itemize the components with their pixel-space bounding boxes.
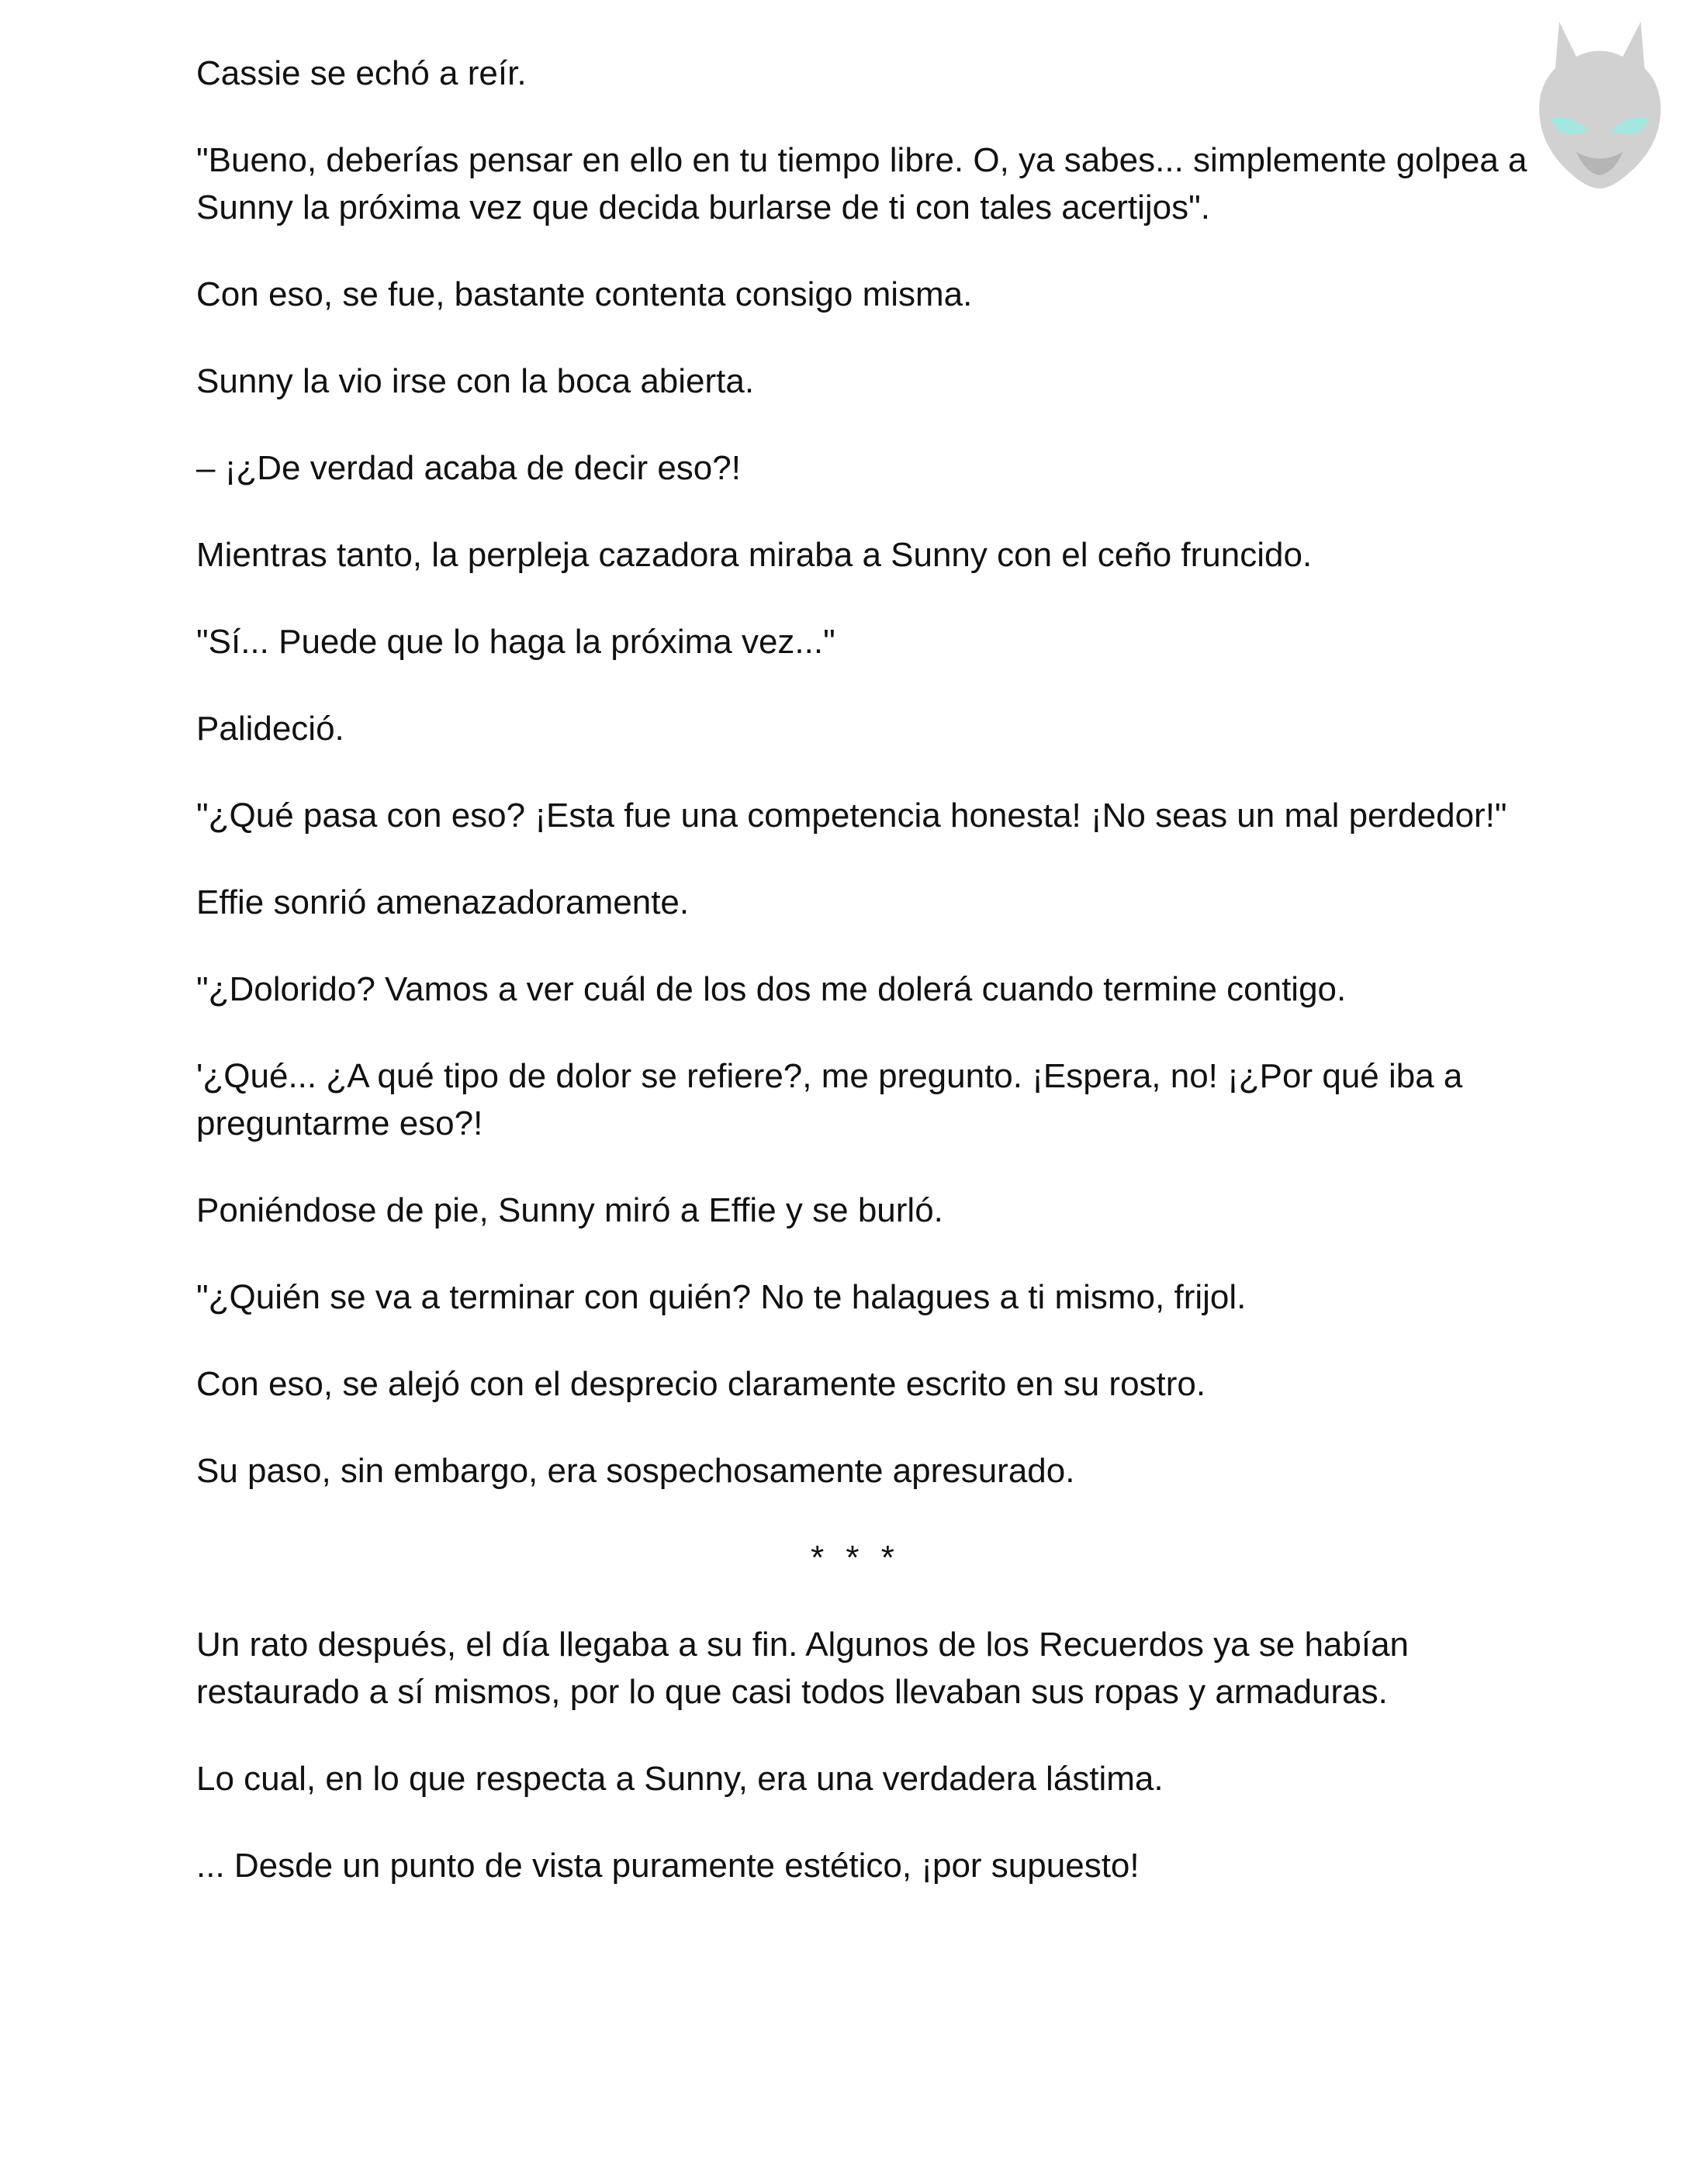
document-page xyxy=(196,50,1546,1929)
paragraph: Effie sonrió amenazadoramente. xyxy=(196,883,690,921)
paragraph: Con eso, se fue, bastante contenta consigo misma. xyxy=(196,275,973,313)
paragraph: Con eso, se alejó con el desprecio claramente escrito en su rostro. xyxy=(196,1365,1206,1403)
paragraph: Sunny la vio irse con la boca abierta. xyxy=(196,362,755,400)
demon-head-logo-icon xyxy=(1528,14,1672,192)
paragraph: Palideció. xyxy=(196,710,344,748)
paragraph: ... Desde un punto de vista puramente estético, ¡por supuesto! xyxy=(196,1847,1140,1885)
paragraph: – ¡¿De verdad acaba de decir eso?! xyxy=(196,449,741,487)
paragraph: Mientras tanto, la perpleja cazadora miraba a Sunny con el ceño fruncido. xyxy=(196,536,1313,574)
paragraph: Lo cual, en lo que respecta a Sunny, era una verdadera lástima. xyxy=(196,1760,1164,1798)
paragraph: "¿Qué pasa con eso? ¡Esta fue una competencia honesta! ¡No seas un mal perdedor!" xyxy=(196,797,1507,835)
paragraph: "¿Dolorido? Vamos a ver cuál de los dos me dolerá cuando termine contigo. xyxy=(196,970,1347,1008)
paragraph: "Sí... Puede que lo haga la próxima vez..." xyxy=(196,623,835,661)
paragraph: "¿Quién se va a terminar con quién? No te halagues a ti mismo, frijol. xyxy=(196,1278,1247,1316)
paragraph: "Bueno, deberías pensar en ello en tu tiempo libre. O, ya sabes... simplemente golpea a Sunny la próxima vez que decida burlarse de ti con tales acertijos". xyxy=(196,141,1527,226)
paragraph: Un rato después, el día llegaba a su fin. Algunos de los Recuerdos ya se habían restaurado a sí mismos, por lo que casi todos llevaban sus ropas y armaduras. xyxy=(196,1626,1410,1711)
paragraph: Poniéndose de pie, Sunny miró a Effie y se burló. xyxy=(196,1191,943,1229)
paragraph: '¿Qué... ¿A qué tipo de dolor se refiere?, me pregunto. ¡Espera, no! ¡¿Por qué iba a preguntarme eso?! xyxy=(196,1057,1463,1142)
paragraph: Su paso, sin embargo, era sospechosamente apresurado. xyxy=(196,1452,1075,1490)
scene-separator: * * * xyxy=(811,1539,901,1577)
paragraph: Cassie se echó a reír. xyxy=(196,54,527,92)
